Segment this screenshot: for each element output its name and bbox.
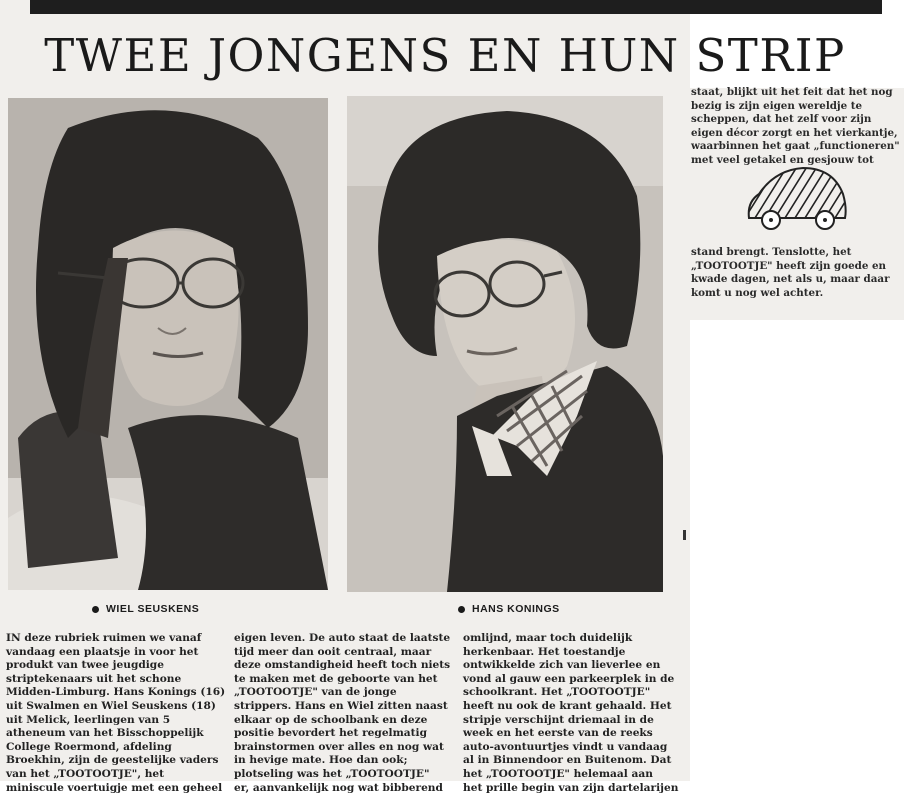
portrait-curly-hair [347,96,663,592]
bullet-icon [458,606,465,613]
sidebar-text-bottom: stand brengt. Tenslotte, het „TOOTOOTJE" heeft zijn goede en kwade dagen, net als u, maar daar komt u nog wel achter. [691,246,890,299]
sidebar-text-top: staat, blijkt uit het feit dat het nog bezig is zijn eigen wereldje te scheppen, dat het zelf voor zijn eigen décor zorgt en het vierkantje, waarbinnen het gaat „functioneren" met veel getakel en gesjouw tot [691,86,900,166]
headline: TWEE JONGENS EN HUN STRIP [44,29,846,82]
portrait-long-hair [8,98,328,590]
bullet-icon [92,606,99,613]
top-rule [30,0,882,14]
photo-hans-konings [347,96,663,592]
margin-mark [683,530,686,540]
article-column-1: IN deze rubriek ruimen we vanaf vandaag een plaatsje in voor het produkt van twee jeugdige striptekenaars uit het schone Midden-Limburg. Hans Konings (16) uit Swalmen en Wiel Seuskens (18) uit Melick, leerlingen van 5 atheneum van het Bisschoppelijk College Roermond, afdeling Broekhin, zijn de geestelijke vaders van het „TOOTOOTJE", het miniscule voertuigje met een geheel [6,632,226,794]
photo-wiel-seuskens [8,98,328,590]
article-column-3: omlijnd, maar toch duidelijk herkenbaar. Het toestandje ontwikkelde zich van lieverlee en vond al gauw een parkeerplek in de schoolkrant. Het „TOOTOOTJE" heeft nu ook de krant gehaald. Het stripje verschijnt driemaal in de week en het eerste van de reeks auto-avontuurtjes vindt u vandaag al in Binnendoor en Buitenom. Dat het „TOOTOOTJE" helemaal aan het prille begin van zijn dartelarijen [463,632,679,794]
article-column-2: eigen leven. De auto staat de laatste tijd meer dan ooit centraal, maar deze omstandigheid heeft toch niets te maken met de geboorte van het „TOOTOOTJE" van de jonge strippers. Hans en Wiel zitten naast elkaar op de schoolbank en deze positie bevordert het regelmatig brainstormen over alles en nog wat in hevige mate. Hoe dan ook; plotseling was het „TOOTOOTJE" er, aanvankelijk nog wat bibberend [234,632,451,794]
car-icon [745,164,849,236]
caption-hans-konings: HANS KONINGS [458,603,560,615]
caption-wiel-seuskens: WIEL SEUSKENS [92,603,199,615]
